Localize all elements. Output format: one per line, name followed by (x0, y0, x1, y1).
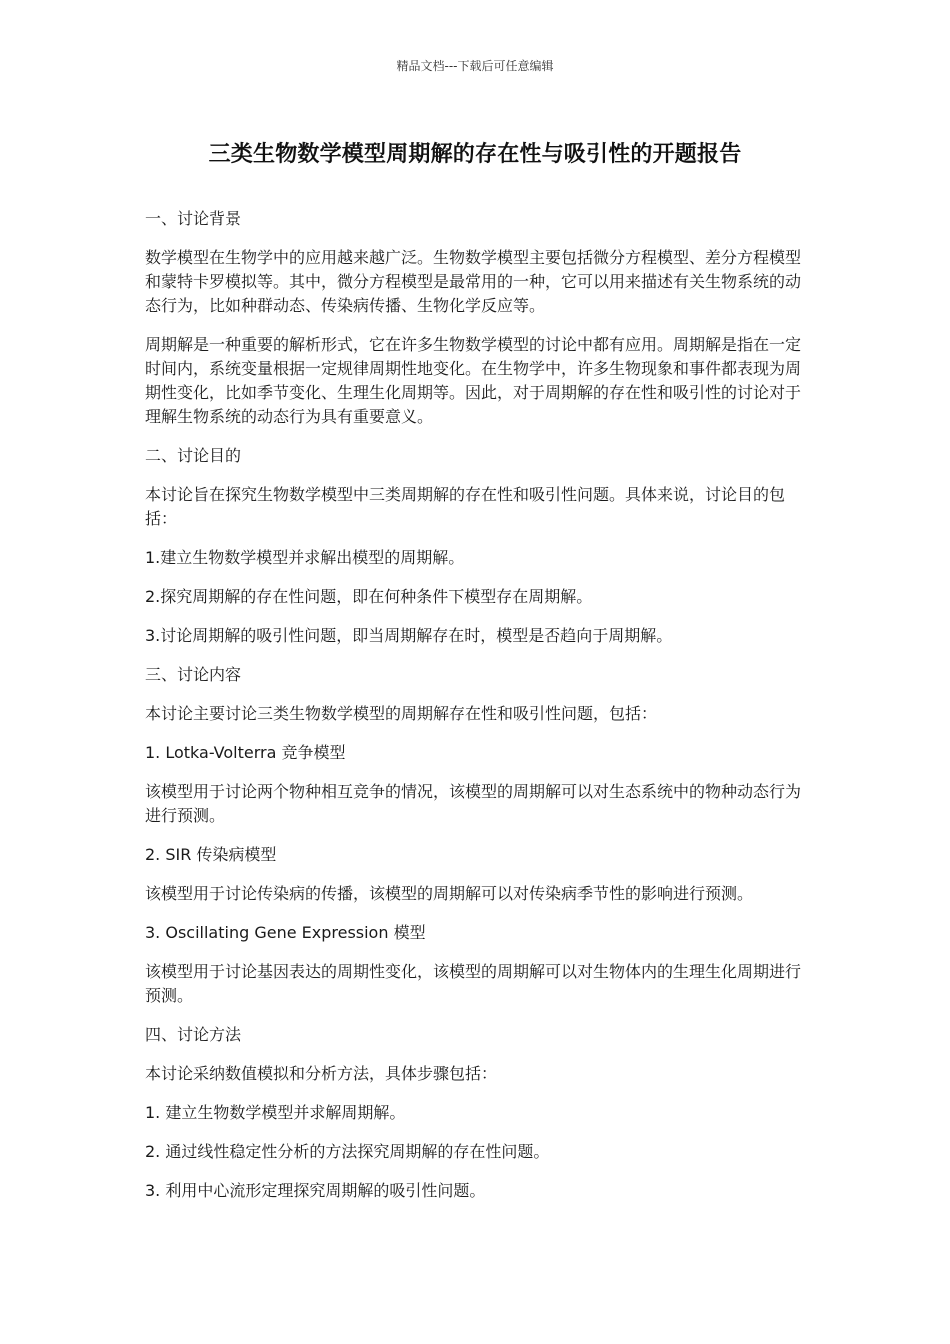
paragraph-purpose-intro: 本讨论旨在探究生物数学模型中三类周期解的存在性和吸引性问题。具体来说，讨论目的包括： (145, 485, 786, 528)
document-title: 三类生物数学模型周期解的存在性与吸引性的开题报告 (208, 142, 742, 167)
model-heading-lotka-volterra: 1. Lotka-Volterra 竞争模型 (145, 743, 346, 762)
section-heading-content: 三、讨论内容 (145, 665, 242, 684)
paragraph-models-overview: 数学模型在生物学中的应用越来越广泛。生物数学模型主要包括微分方程模型、差分方程模型和蒙特卡罗模拟等。其中，微分方程模型是最常用的一种，它可以用来描述有关生物系统的动态行为，比如种群动态、传染病传播、生物化学反应等。 (145, 248, 802, 315)
document-body (145, 207, 805, 1218)
model-description-gene-expression: 该模型用于讨论基因表达的周期性变化，该模型的周期解可以对生物体内的生理生化周期进行预测。 (145, 962, 802, 1005)
section-heading-purpose: 二、讨论目的 (145, 446, 242, 465)
method-step-1: 1. 建立生物数学模型并求解周期解。 (145, 1103, 406, 1122)
paragraph-method-intro: 本讨论采纳数值模拟和分析方法，具体步骤包括： (145, 1064, 498, 1083)
model-description-sir: 该模型用于讨论传染病的传播，该模型的周期解可以对传染病季节性的影响进行预测。 (145, 884, 754, 903)
paragraph-content-intro: 本讨论主要讨论三类生物数学模型的周期解存在性和吸引性问题，包括： (145, 704, 658, 723)
paragraph-periodic-solution: 周期解是一种重要的解析形式，它在许多生物数学模型的讨论中都有应用。周期解是指在一定时间内，系统变量根据一定规律周期性地变化。在生物学中，许多生物现象和事件都表现为周期性变化，比如季节变化、生理生化周期等。因此，对于周期解的存在性和吸引性的讨论对于理解生物系统的动态行为具有重要意义。 (145, 335, 802, 426)
purpose-item-1: 1.建立生物数学模型并求解出模型的周期解。 (145, 548, 465, 567)
purpose-item-2: 2.探究周期解的存在性问题，即在何种条件下模型存在周期解。 (145, 587, 593, 606)
section-heading-method: 四、讨论方法 (145, 1025, 242, 1044)
model-heading-gene-expression: 3. Oscillating Gene Expression 模型 (145, 923, 426, 942)
method-step-3: 3. 利用中心流形定理探究周期解的吸引性问题。 (145, 1181, 486, 1200)
purpose-item-3: 3.讨论周期解的吸引性问题，即当周期解存在时，模型是否趋向于周期解。 (145, 626, 673, 645)
model-heading-sir: 2. SIR 传染病模型 (145, 845, 277, 864)
page-header-note: 精品文档---下载后可任意编辑 (396, 59, 554, 73)
section-heading-background: 一、讨论背景 (145, 209, 242, 228)
method-step-2: 2. 通过线性稳定性分析的方法探究周期解的存在性问题。 (145, 1142, 550, 1161)
model-description-lotka-volterra: 该模型用于讨论两个物种相互竞争的情况，该模型的周期解可以对生态系统中的物种动态行为进行预测。 (145, 782, 802, 825)
